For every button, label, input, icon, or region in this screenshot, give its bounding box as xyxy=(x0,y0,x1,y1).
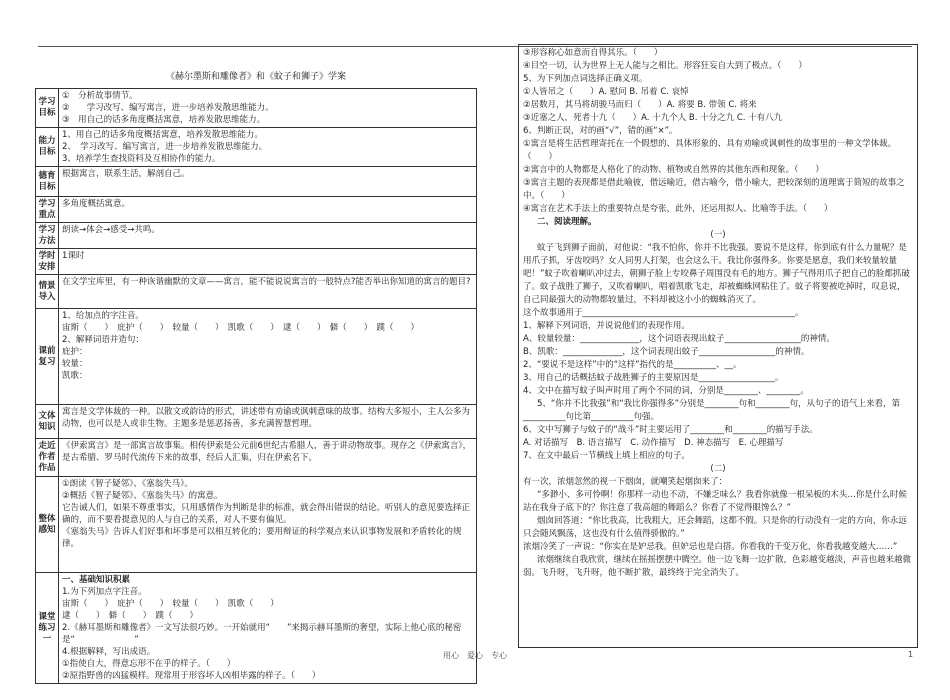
row-content xyxy=(59,89,477,128)
row-label: 整体感知 xyxy=(36,477,59,573)
right-text-line: “多渺小、多可怜啊！你那样一动也不动，不嫌乏味么？我看你就像一根呆板的木头…你是什么时候站在我身子底下的？你注意了我高超的舞蹈么？你看了不觉得眼馋么？” xyxy=(523,490,907,513)
right-text-line: 二、阅读理解。 xyxy=(537,217,597,227)
table-row xyxy=(36,197,477,223)
right-text-line: ④寓言在艺术手法上的重要特点是夸张，此外，还运用拟人、比喻等手法。（ ） xyxy=(523,204,833,214)
page-number: 1 xyxy=(908,650,914,659)
right-text-line: ④目空一切，认为世界上无人能与之相比。形容狂妄自大到了极点。（ ） xyxy=(523,61,807,71)
right-text-line: 5、为下列加点词选择正确义项。 xyxy=(523,74,648,84)
right-text-line: 这个故事通用于__________________________________________________。 xyxy=(523,308,804,318)
content-line: ②概括《智子疑邻》、《塞翁失马》的寓意。 xyxy=(62,491,223,501)
row-label: 学习重点 xyxy=(36,197,59,223)
content-line: 在文学宝库里，有一种诙谐幽默的文章——寓言，能不能说说寓言的一般特点?能否举出你知道的寓言的题目? xyxy=(62,277,471,287)
right-text-line: ②居数月，其马将胡骏马而归（ ）A. 将要 B. 带领 C. 将来 xyxy=(523,100,757,110)
content-line: 2、解释词语并造句： xyxy=(62,335,144,345)
content-line: 寓言是文学体裁的一种。以散文或韵诗的形式，讲述带有劝谕或讽刺意味的故事。结构大多短小，主人公多为动物，也可以是人或非生物。主题多是惩恶扬善，多充满智慧哲理。 xyxy=(62,407,471,429)
right-text-line: (一) xyxy=(710,230,726,240)
content-line: 1.为下列加点字注音。 xyxy=(62,587,147,597)
table-row xyxy=(36,477,477,573)
row-content xyxy=(59,439,477,477)
content-line: 根据寓言，联系生活，解剖自己。 xyxy=(62,169,190,179)
right-text-line: 烟囱回答道：“你比我高，比我粗大，还会舞蹈，这都不假。只是你的行动没有一定的方向，你永远只会随风飘荡，这也没有什么值得骄傲的。” xyxy=(523,516,907,539)
content-line: 宙斯（ ） 庇护（ ） 较量（ ） 凯歌（ ） xyxy=(62,599,279,609)
content-line: 一、基础知识积累 xyxy=(62,575,131,585)
right-text-line: A. 对话描写 B. 语言描写 C. 动作描写 D. 神态描写 E. 心理描写 xyxy=(523,438,784,448)
right-text-line: ③寓言主题的表现都是借此喻彼，借远喻近，借古喻今，借小喻大，把较深刻的道理寓于简短的故事之中。（ ） xyxy=(523,178,905,201)
document-title: 《赫尔墨斯和雕像者》和《蚊子和狮子》学案 xyxy=(165,72,346,82)
table-row xyxy=(36,128,477,167)
content-line: 较量： xyxy=(62,359,88,369)
content-line: 宙斯（ ） 庇护（ ） 较量（ ） 凯歌（ ） 逮（ ） 僻（ ） 蹼（ ） xyxy=(62,323,420,333)
row-label: 学习目标 xyxy=(36,89,59,128)
right-text-line: 6、判断正误，对的画“√”，错的画“×”。 xyxy=(523,126,678,136)
content-line: 逮（ ） 僻（ ） 蹼（ ） xyxy=(62,611,199,621)
row-label: 德育目标 xyxy=(36,167,59,197)
right-text-line: (二) xyxy=(710,464,726,474)
content-line: ② 学习改写、编写寓言，进一步培养发散思维能力。 xyxy=(62,103,274,113)
row-content xyxy=(59,249,477,275)
right-text-line: 浓烟冷笑了一声说：“你实在是妒忌我。但妒忌也是白搭。你看我的千变万化，你看我越变越大……” xyxy=(523,542,898,552)
study-plan-table xyxy=(35,88,477,684)
table-row xyxy=(36,275,477,309)
right-text-line: 3、用自己的话概括蚊子战胜狮子的主要原因是__________________。 xyxy=(523,373,784,383)
content-line: 朗读→体会→感受→共鸣。 xyxy=(62,225,160,235)
row-label: 学时安排 xyxy=(36,249,59,275)
right-column xyxy=(518,44,918,648)
table-row xyxy=(36,573,477,684)
content-line: ③ 用自己的话多角度概括寓意，培养发散思维能力。 xyxy=(62,115,266,125)
table-row xyxy=(36,309,477,405)
right-text-line: A、较量较量：______________，这个词语表现出蚊子__________________的神情。 xyxy=(523,334,835,344)
content-line: 1、给加点的字注音。 xyxy=(62,311,144,321)
row-content xyxy=(59,197,477,223)
row-content xyxy=(59,223,477,249)
right-text-line: 5、“你并不比我强”和“我比你强得多”分别是________句和________句，从句子的语气上来看，第__________句比第__________句强。 xyxy=(523,399,901,422)
row-label: 情景导入 xyxy=(36,275,59,309)
row-label: 能力目标 xyxy=(36,128,59,167)
footer-text: 用心 爱心 专心 xyxy=(443,651,507,660)
row-label: 学习方法 xyxy=(36,223,59,249)
content-line: 它告诫人们，如果不尊重事实，只用感情作为判断是非的标准，就会得出错误的结论。听别人的意见要选择正确的，而不要看提意见的人与自己的关系，对人不要有偏见。 xyxy=(62,503,471,525)
row-content xyxy=(59,573,477,684)
row-label: 课前复习 xyxy=(36,309,59,405)
right-text-line: ③形容称心如意而自得其乐。（ ） xyxy=(523,48,663,58)
right-text-line: 浓烟继续自我欣赏，继续在摇摇摆摆中腾空。他一边飞舞一边扩散，色彩越变越淡，声音也越来越微弱。飞升呀，飞升呀，他不断扩散，最终终于完全消失了。 xyxy=(523,555,912,578)
table-row xyxy=(36,249,477,275)
content-line: ①朗读《智子疑邻》、《塞翁失马》。 xyxy=(62,479,193,489)
table-row xyxy=(36,167,477,197)
content-line: 《伊索寓言》是一部寓言故事集。相传伊索是公元前6世纪古希腊人，善于讲动物故事。现存之《伊索寓言》，是古希腊、罗马时代流传下来的故事，经后人汇集，归在伊索名下。 xyxy=(62,441,472,463)
row-content xyxy=(59,128,477,167)
content-line: 2、 学习改写、编写寓言，进一步培养发散思维能力。 xyxy=(62,142,268,152)
row-content xyxy=(59,167,477,197)
right-text-line: ①人皆吊之（ ）A. 慰问 B. 吊着 C. 哀悼 xyxy=(523,87,689,97)
row-content xyxy=(59,309,477,405)
right-text-line: 蚊子飞到狮子面前，对他说：“我不怕你，你并不比我强。要说不是这样，你到底有什么力量呢？是用爪子抓，牙齿咬吗？女人同男人打架，也会这么干。我比你强得多。你要是愿意，我们来较量较量吧！”蚊子吹着喇叭冲过去，朝狮子脸上专咬鼻子周围没有毛的地方。狮子气得用爪子把自己的脸都抓破了。蚊子战胜了狮子，又吹着喇叭，唱着凯歌飞走，却被蜘蛛网粘住了。蚊子将要被吃掉时，叹息说，自己同最强大的动物都较量过，不料却被这小小的蜘蛛消灭了。 xyxy=(523,243,910,305)
content-line: 庇护： xyxy=(62,347,88,357)
content-line: 1课时 xyxy=(62,251,85,261)
right-text-line: 4、文中在描写蚊子叫声时用了两个不同的词，分别是________、________。 xyxy=(523,386,809,396)
content-line: ① 分析故事情节。 xyxy=(62,91,138,101)
content-line: 2.《赫耳墨斯和雕像者》一文写法很巧妙。一开始就用“ ”来揭示赫耳墨斯的奢望，实际上他心底的秘密是“ ” xyxy=(62,623,462,645)
table-row xyxy=(36,405,477,439)
right-text-line: 7、在文中最后一节横线上填上相应的句子。 xyxy=(523,451,690,461)
row-content xyxy=(59,405,477,439)
table-row xyxy=(36,439,477,477)
content-line: 多角度概括寓意。 xyxy=(62,199,131,209)
right-text-line: 有一次，浓烟忽然的视一下烟囱，就嘲笑起烟囱来了： xyxy=(523,477,728,487)
content-line: 1、用自己的话多角度概括寓意，培养发散思维能力。 xyxy=(62,130,263,140)
content-line: ①指使自大，得意忘形不在乎的样子。（ ） xyxy=(62,659,236,669)
right-text-line: ②寓言中的人物都是人格化了的动物、植物或自然界的其他东西和现象。（ ） xyxy=(523,165,824,175)
right-text-line: ③近塞之人，死者十九（ ）A. 十九个人 B. 十分之九 C. 十有八九 xyxy=(523,113,783,123)
content-line: ②原指野兽的凶猛模样。现常用于形容坏人凶相毕露的样子。（ ） xyxy=(62,671,321,681)
right-text-line: ①寓言是将生活哲理寄托在一个假想的、具体形象的、具有劝喻或讽刺性的故事里的一种文学体裁。（ ） xyxy=(523,139,897,162)
content-line: 凯歌： xyxy=(62,371,88,381)
table-row xyxy=(36,89,477,128)
study-plan-body xyxy=(36,89,477,684)
right-text-line: 2、“要说不是这样”中的“这样”指代的是__________、__。 xyxy=(523,360,742,370)
row-content xyxy=(59,477,477,573)
row-label: 课堂练习一 xyxy=(36,573,59,684)
table-row xyxy=(36,223,477,249)
right-text-line: B、凯歌：______________，这个词表现出蚊子__________________的神情。 xyxy=(523,347,810,357)
content-line: 《塞翁失马》告诉人们好事和坏事是可以相互转化的；要用辩证的科学观点来认识事物发展和矛盾转化的规律。 xyxy=(62,527,462,549)
row-label: 文体知识 xyxy=(36,405,59,439)
right-text-line: 1、解释下列词语，并说说他们的表现作用。 xyxy=(523,321,690,331)
row-content xyxy=(59,275,477,309)
content-line: 3、培养学生查找资料及互相协作的能力。 xyxy=(62,154,221,164)
right-text-line: 6、文中写狮子与蚊子的“战斗”时主要运用了________和________的描写手法。 xyxy=(523,425,818,435)
content-line: 4.根据解释，写出成语。 xyxy=(62,647,156,657)
row-label: 走近作者作品 xyxy=(36,439,59,477)
